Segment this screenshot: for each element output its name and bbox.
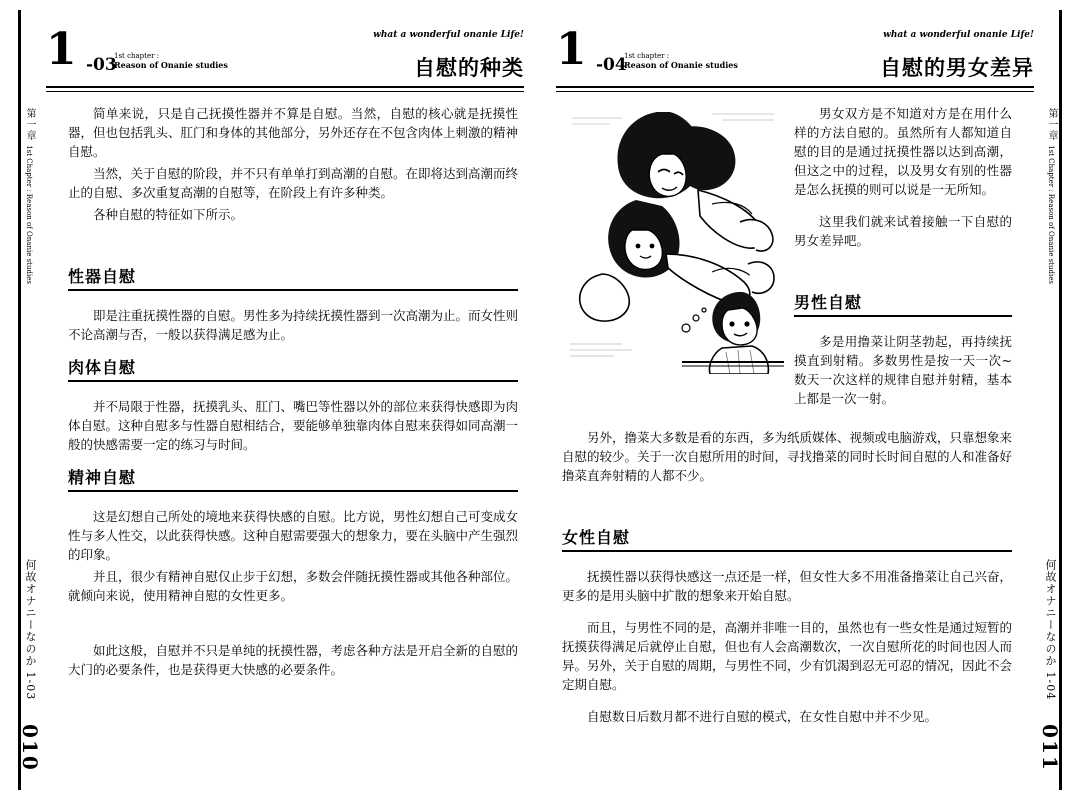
- paragraph: 当然，关于自慰的阶段，并不只有单单打到高潮的自慰。在即将达到高潮而终止的自慰、多次重复高潮的自慰等，在阶段上有许多种类。: [68, 166, 519, 200]
- right-page-body: [562, 104, 1012, 760]
- paragraph: 另外，撸菜大多数是看的东西，多为纸质媒体、视频或电脑游戏，只靠想象来自慰的较少。关于一次自慰所用的时间，寻找撸菜的同时长时间自慰的人和准备好撸菜直奔射精的人都不少。: [562, 430, 1013, 483]
- left-chapter-number: 1: [46, 24, 76, 75]
- section-heading: 肉体自慰: [68, 358, 518, 382]
- paragraph: 简单来说，只是自己抚摸性器并不算是自慰。当然，自慰的核心就是抚摸性器，但也包括乳头、肛门和身体的其他部分，另外还存在不包含肉体上刺激的精神自慰。: [68, 106, 519, 159]
- section-male-masturbation: [794, 293, 1012, 408]
- right-page: [540, 0, 1080, 800]
- section-sexual-organ: [68, 267, 518, 344]
- right-section-number: -04: [596, 55, 627, 75]
- paragraph: 这里我们就来试着接触一下自慰的男女差异吧。: [794, 214, 1012, 248]
- section-female-masturbation: [562, 528, 1012, 726]
- left-side-running-title: 何故オナニーなのか 1-03: [24, 558, 37, 700]
- paragraph: 即是注重抚摸性器的自慰。男性多为持续抚摸性器到一次高潮为止。而女性则不论高潮与否，一般以获得满足感为止。: [68, 308, 519, 342]
- left-header-rule: [46, 86, 524, 88]
- left-page-title: 自慰的种类: [414, 56, 524, 80]
- book-tagline: what a wonderful onanie Life!: [373, 30, 524, 40]
- left-side-chapter-label: 第一章: [24, 108, 35, 141]
- left-header-rule-thin: [46, 91, 524, 92]
- section-mental: [68, 468, 518, 605]
- left-page-header: [46, 24, 524, 88]
- paragraph: 多是用撸菜让阴茎勃起，再持续抚摸直到射精。多数男性是按一天一次~数天一次这样的规律自慰并射精，基本上都是一次一射。: [794, 334, 1012, 406]
- right-side-chapter-label-en: 1st Chapter : Reason of Onanie studies: [1047, 145, 1055, 284]
- right-chapter-meta: [624, 52, 738, 70]
- paragraph: 并不局限于性器，抚摸乳头、肛门、嘴巴等性器以外的部位来获得快感即为肉体自慰。这种自慰多与性器自慰相结合，要能够单独靠肉体自慰来获得如同高潮一般的快感需要一定的练习与时间。: [68, 399, 519, 452]
- right-header-rule-thin: [556, 91, 1034, 92]
- section-heading: 精神自慰: [68, 468, 518, 492]
- right-chapter-meta-line1: 1st chapter :: [624, 52, 670, 60]
- section-heading: 男性自慰: [794, 293, 1012, 317]
- section-body: [68, 358, 518, 454]
- paragraph: 而且，与男性不同的是，高潮并非唯一目的，虽然也有一些女性是通过短暂的抚摸获得满足后就停止自慰，但也有人会高潮数次，一次自慰所花的时间也因人而异。另外，关于自慰的周期，与男性不同，少有饥渴到忍无可忍的情况，因此不会定期自慰。: [562, 620, 1013, 692]
- right-page-header: [556, 24, 1034, 88]
- paragraph: 并且，很少有精神自慰仅止步于幻想，多数会伴随抚摸性器或其他各种部位。就倾向来说，使用精神自慰的女性更多。: [68, 569, 519, 603]
- manga-illustration-svg: [562, 104, 784, 374]
- left-chapter-meta-line2: Reason of Onanie studies: [114, 60, 228, 70]
- section-heading: 性器自慰: [68, 267, 518, 291]
- right-page-title: 自慰的男女差异: [880, 56, 1034, 80]
- manga-illustration: [562, 104, 784, 374]
- paragraph: 这是幻想自己所处的境地来获得快感的自慰。比方说，男性幻想自己可变成女性与多人性交，以此获得快感。这种自慰需要强大的想象力，要在头脑中产生强烈的印象。: [68, 509, 519, 562]
- left-side-chapter-label-en: 1st Chapter : Reason of Onanie studies: [25, 145, 33, 284]
- book-tagline: what a wonderful onanie Life!: [883, 30, 1034, 40]
- section-heading: 女性自慰: [562, 528, 1012, 552]
- right-chapter-number: 1: [556, 24, 586, 75]
- left-chapter-meta: [114, 52, 228, 70]
- paragraph: 男女双方是不知道对方是在用什么样的方法自慰的。虽然所有人都知道自慰的目的是通过抚摸性器以达到高潮，但这之中的过程，以及男女有别的性器是怎么抚摸的则可以说是一无所知。: [794, 106, 1012, 197]
- right-page-folio: 011: [1038, 724, 1062, 772]
- left-section-number: -03: [86, 55, 117, 75]
- paragraph: 各种自慰的特征如下所示。: [93, 207, 244, 222]
- left-page-folio: 010: [18, 724, 42, 772]
- right-side-running-title: 何故オナニーなのか 1-04: [1044, 558, 1057, 700]
- right-side-chapter-vertical: [1044, 108, 1058, 284]
- right-header-rule: [556, 86, 1034, 88]
- right-chapter-meta-line2: Reason of Onanie studies: [624, 60, 738, 70]
- closing-paragraph: 如此这般，自慰并不只是单纯的抚摸性器，考虑各种方法是开启全新的自慰的大门的必要条件，也是获得更大快感的必要条件。: [68, 643, 519, 677]
- left-side-chapter-vertical: [22, 108, 36, 284]
- right-side-chapter-label: 第一章: [1046, 108, 1057, 141]
- paragraph: 自慰数日后数月都不进行自慰的模式，在女性自慰中并不少见。: [587, 709, 938, 724]
- left-page-body: [68, 104, 518, 760]
- left-chapter-meta-line1: 1st chapter :: [114, 52, 160, 60]
- paragraph: 抚摸性器以获得快感这一点还是一样，但女性大多不用准备撸菜让自己兴奋，更多的是用头脑中扩散的想象来开始自慰。: [562, 569, 1013, 603]
